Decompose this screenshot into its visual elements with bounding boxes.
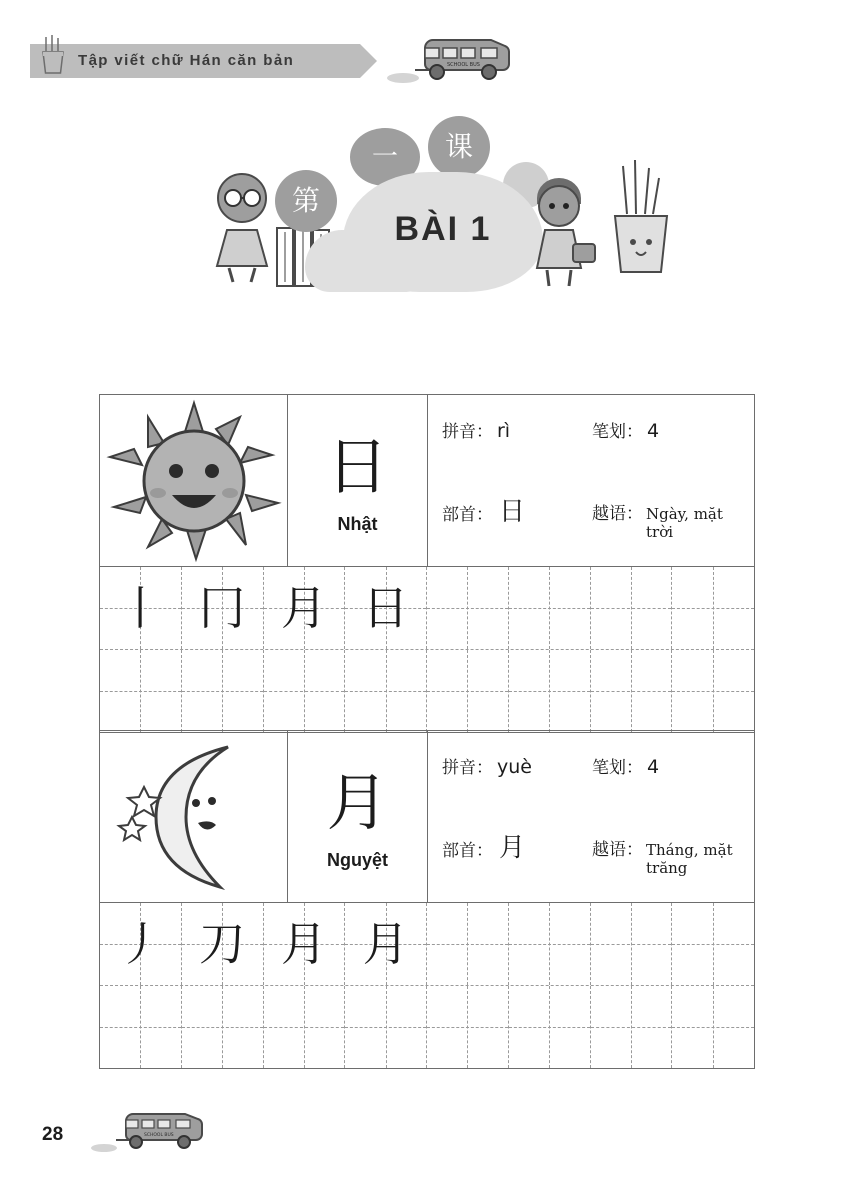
pencil-holder-icon (605, 158, 675, 278)
meta-row-bottom (428, 821, 754, 903)
practice-cell[interactable] (345, 986, 427, 1068)
practice-cell[interactable] (427, 903, 509, 985)
lesson-banner (185, 110, 655, 310)
practice-cell[interactable] (672, 903, 754, 985)
practice-cell[interactable] (591, 650, 673, 732)
pinyin-label: 拼音： (442, 422, 493, 442)
character-illustration-cell (100, 395, 288, 566)
strokes-label: 笔划： (592, 422, 643, 442)
strokes-value: 4 (647, 756, 660, 778)
stroke-cell[interactable] (345, 567, 427, 649)
practice-cell[interactable] (100, 986, 182, 1068)
stroke-order-row (100, 567, 754, 650)
school-bus-icon (385, 34, 515, 84)
character-display-cell (288, 395, 428, 566)
stroke-order-row (100, 903, 754, 986)
strokes-label: 笔划： (592, 758, 643, 778)
character-glyph: 月 (326, 766, 389, 839)
vietnamese-label: 越语： (592, 503, 643, 524)
vietnamese-field (592, 835, 742, 879)
practice-cell[interactable] (509, 650, 591, 732)
practice-cell[interactable] (509, 567, 591, 649)
stroke-cell[interactable] (100, 567, 182, 649)
pinyin-value: yuè (497, 756, 532, 778)
radical-value: 月 (499, 832, 526, 863)
meta-row-top (428, 731, 754, 821)
meta-row-top (428, 395, 754, 485)
svg-text:SCHOOL BUS: SCHOOL BUS (144, 1133, 174, 1138)
girl-student-icon (203, 168, 281, 284)
character-glyph: 日 (326, 430, 389, 503)
practice-cell[interactable] (182, 650, 264, 732)
practice-cell[interactable] (672, 567, 754, 649)
radical-field (442, 832, 592, 863)
practice-cell[interactable] (591, 903, 673, 985)
boy-student-icon (515, 170, 605, 288)
practice-cell[interactable] (427, 650, 509, 732)
bubble-ke: 课 (428, 116, 490, 178)
practice-cell[interactable] (427, 567, 509, 649)
practice-cell[interactable] (672, 650, 754, 732)
stroke-cell[interactable] (100, 903, 182, 985)
practice-cell[interactable] (427, 986, 509, 1068)
stroke-cell[interactable] (345, 903, 427, 985)
practice-cell[interactable] (264, 986, 346, 1068)
character-info-row (100, 731, 754, 903)
strokes-field (592, 417, 712, 442)
character-block-nguyet (99, 730, 755, 1069)
strokes-field (592, 753, 712, 778)
page-number: 28 (42, 1124, 64, 1145)
character-display-cell (288, 731, 428, 902)
stroke-glyph: 冂 (199, 581, 246, 635)
character-meta-cell (428, 731, 754, 902)
practice-cell[interactable] (672, 986, 754, 1068)
strokes-value: 4 (647, 420, 660, 442)
stroke-glyph: 月 (362, 917, 409, 971)
radical-label: 部首： (442, 504, 493, 525)
pinyin-field (442, 753, 592, 778)
vietnamese-label: 越语： (592, 839, 643, 860)
stroke-glyph: 刀 (199, 917, 246, 971)
vietnamese-value: Ngày, mặt trời (646, 504, 723, 542)
stroke-cell[interactable] (264, 567, 346, 649)
page-title: Tập viết chữ Hán căn bản (78, 52, 295, 69)
stroke-glyph: 日 (362, 581, 409, 635)
pinyin-value: rì (497, 420, 511, 442)
svg-text:SCHOOL BUS: SCHOOL BUS (447, 62, 480, 68)
practice-cell[interactable] (264, 650, 346, 732)
practice-cell[interactable] (509, 903, 591, 985)
page-header (30, 28, 500, 86)
meta-row-bottom (428, 485, 754, 567)
vietnamese-field (592, 499, 742, 543)
radical-value: 日 (499, 496, 526, 527)
stroke-cell[interactable] (264, 903, 346, 985)
practice-cell[interactable] (509, 986, 591, 1068)
stroke-cell[interactable] (182, 567, 264, 649)
character-meta-cell (428, 395, 754, 566)
character-viet-name: Nhật (337, 514, 378, 534)
pencil-cup-icon (38, 34, 68, 76)
stroke-glyph: 丿 (117, 917, 164, 971)
practice-row (100, 986, 754, 1068)
lesson-title-blob (343, 172, 543, 292)
stroke-glyph: 月 (280, 581, 327, 635)
vietnamese-value: Tháng, mặt trăng (646, 840, 733, 878)
practice-cell[interactable] (591, 986, 673, 1068)
practice-cell[interactable] (591, 567, 673, 649)
stroke-glyph: 月 (280, 917, 327, 971)
stroke-glyph: 丨 (117, 581, 164, 635)
practice-row (100, 650, 754, 732)
practice-cell[interactable] (182, 986, 264, 1068)
lesson-title: BÀI 1 (394, 210, 492, 248)
radical-field (442, 496, 592, 527)
pinyin-field (442, 417, 592, 442)
pinyin-label: 拼音： (442, 758, 493, 778)
character-illustration-cell (100, 731, 288, 902)
character-viet-name: Nguyệt (326, 850, 388, 870)
bubble-yi: 一 (350, 128, 420, 186)
sun-icon (100, 395, 288, 565)
stroke-cell[interactable] (182, 903, 264, 985)
character-info-row (100, 395, 754, 567)
character-block-nhat (99, 394, 755, 733)
practice-cell[interactable] (100, 650, 182, 732)
school-bus-icon (90, 1108, 210, 1154)
practice-cell[interactable] (345, 650, 427, 732)
moon-icon (100, 731, 288, 901)
bubble-di: 第 (275, 170, 337, 232)
radical-label: 部首： (442, 840, 493, 861)
